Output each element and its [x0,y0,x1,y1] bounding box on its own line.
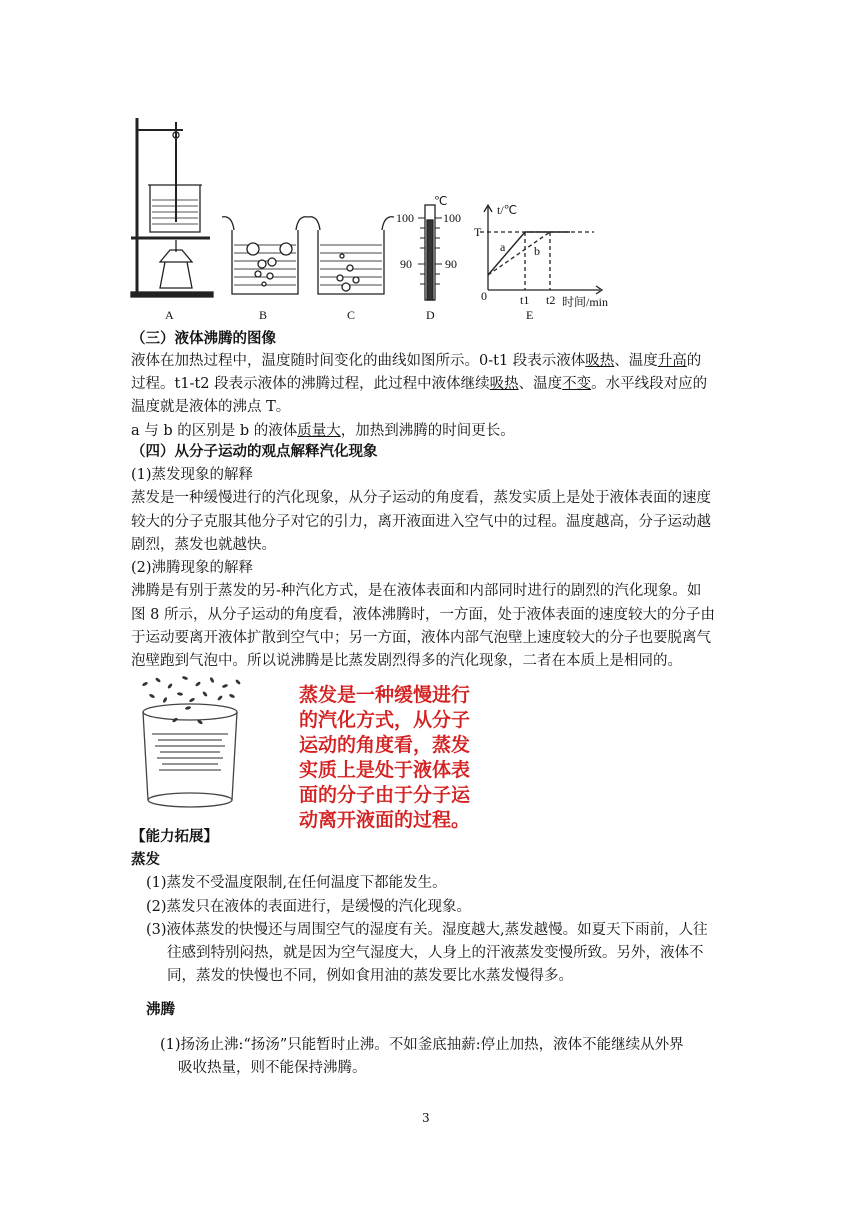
boil-item-1-cont: 吸收热量，则不能保持沸腾。 [178,1060,367,1076]
sec4-subtitle-boiling: (2)沸腾现象的解释 [131,560,254,576]
graph-b: b [534,244,540,258]
evap-item-1: (1)蒸发不受温度限制,在任何温度下都能发生。 [146,875,447,891]
sec3-paragraph-line3: 温度就是液体的沸点 T。 [131,399,291,415]
callout-line: 运动的角度看，蒸发 [299,734,471,756]
evap-item-3: (3)液体蒸发的快慢还与周围空气的湿度有关。湿度越大,蒸发越慢。如夏天下雨前，人往 [146,922,708,938]
sec4-title: （四）从分子运动的观点解释汽化现象 [131,443,378,460]
sec3-paragraph-line1: 液体在加热过程中，温度随时间变化的曲线如图所示。0-t1 段表示液体吸热、温度升高的 [131,353,702,369]
sec4-boil-line4: 泡壁跑到气泡中。所以说沸腾是比蒸发剧烈得多的汽化现象，二者在本质上是相同的。 [131,653,682,669]
graph-T: T [474,225,482,239]
boiling-experiment-figure [0,0,860,330]
thermo-90-left: 90 [400,257,412,271]
evap-item-2: (2)蒸发只在液体的表面进行，是缓慢的汽化现象。 [146,899,472,915]
sec4-boil-line2: 图 8 所示，从分子运动的角度看，液体沸腾时，一方面，处于液体表面的速度较大的分子由 [131,607,715,623]
evaporation-beaker-illustration [130,672,260,812]
callout-line: 实质上是处于液体表 [299,759,471,781]
callout-line: 蒸发是一种缓慢进行 [299,684,471,706]
graph-origin: 0 [481,289,487,303]
extension-title: 【能力拓展】 [131,828,218,845]
page-number: 3 [422,1111,430,1125]
graph-a: a [500,240,506,254]
sec3-paragraph-line4: a 与 b 的区别是 b 的液体质量大，加热到沸腾的时间更长。 [131,423,515,439]
thermo-100-left: 100 [396,211,414,225]
sec4-subtitle-evaporation: (1)蒸发现象的解释 [131,467,254,483]
graph-ylabel: t/℃ [497,203,518,217]
sec4-evap-line3: 剧烈，蒸发也就越快。 [131,537,276,553]
graph-xlabel: 时间/min [562,295,609,309]
sec4-boil-line1: 沸腾是有别于蒸发的另-种汽化方式，是在液体表面和内部同时进行的剧烈的汽化现象。如 [131,583,702,599]
sec4-boil-line3: 于运动要离开液体扩散到空气中；另一方面，液体内部气泡壁上速度较大的分子也要脱离气 [131,630,711,646]
graph-t2: t2 [546,293,556,307]
callout-line: 面的分子由于分子运 [299,784,471,806]
figure-label-a: A [165,308,174,322]
boil-item-1: (1)扬汤止沸:“扬汤”只能暂时止沸。不如釜底抽薪:停止加热，液体不能继续从外界 [160,1037,684,1053]
evaporation-callout [299,683,470,833]
sec3-title: （三）液体沸腾的图像 [131,330,276,347]
figure-label-b: B [259,308,268,322]
boiling-heading: 沸腾 [146,1002,175,1018]
figure-label-c: C [347,308,356,322]
figure-label-e: E [526,308,534,322]
callout-line: 动离开液面的过程。 [299,809,471,831]
sec3-paragraph-line2: 过程。t1-t2 段表示液体的沸腾过程，此过程中液体继续吸热、温度不变。水平线段对应的 [131,376,708,392]
thermo-90-right: 90 [445,257,457,271]
callout-line: 的汽化方式，从分子 [299,709,471,731]
evaporation-heading: 蒸发 [131,852,160,868]
evap-item-3-cont1: 往感到特别闷热，就是因为空气湿度大，人身上的汗液蒸发变慢所致。另外，液体不 [167,945,704,961]
sec4-evap-line1: 蒸发是一种缓慢进行的汽化现象，从分子运动的角度看，蒸发实质上是处于液体表面的速度 [131,490,711,506]
sec4-evap-line2: 较大的分子克服其他分子对它的引力，离开液面进入空气中的过程。温度越高，分子运动越 [131,514,711,530]
thermo-100-right: 100 [443,211,461,225]
figure-label-d: D [426,308,435,322]
thermo-unit: ℃ [434,194,448,208]
graph-t1: t1 [520,293,530,307]
evap-item-3-cont2: 同，蒸发的快慢也不同，例如食用油的蒸发要比水蒸发慢得多。 [167,968,573,984]
